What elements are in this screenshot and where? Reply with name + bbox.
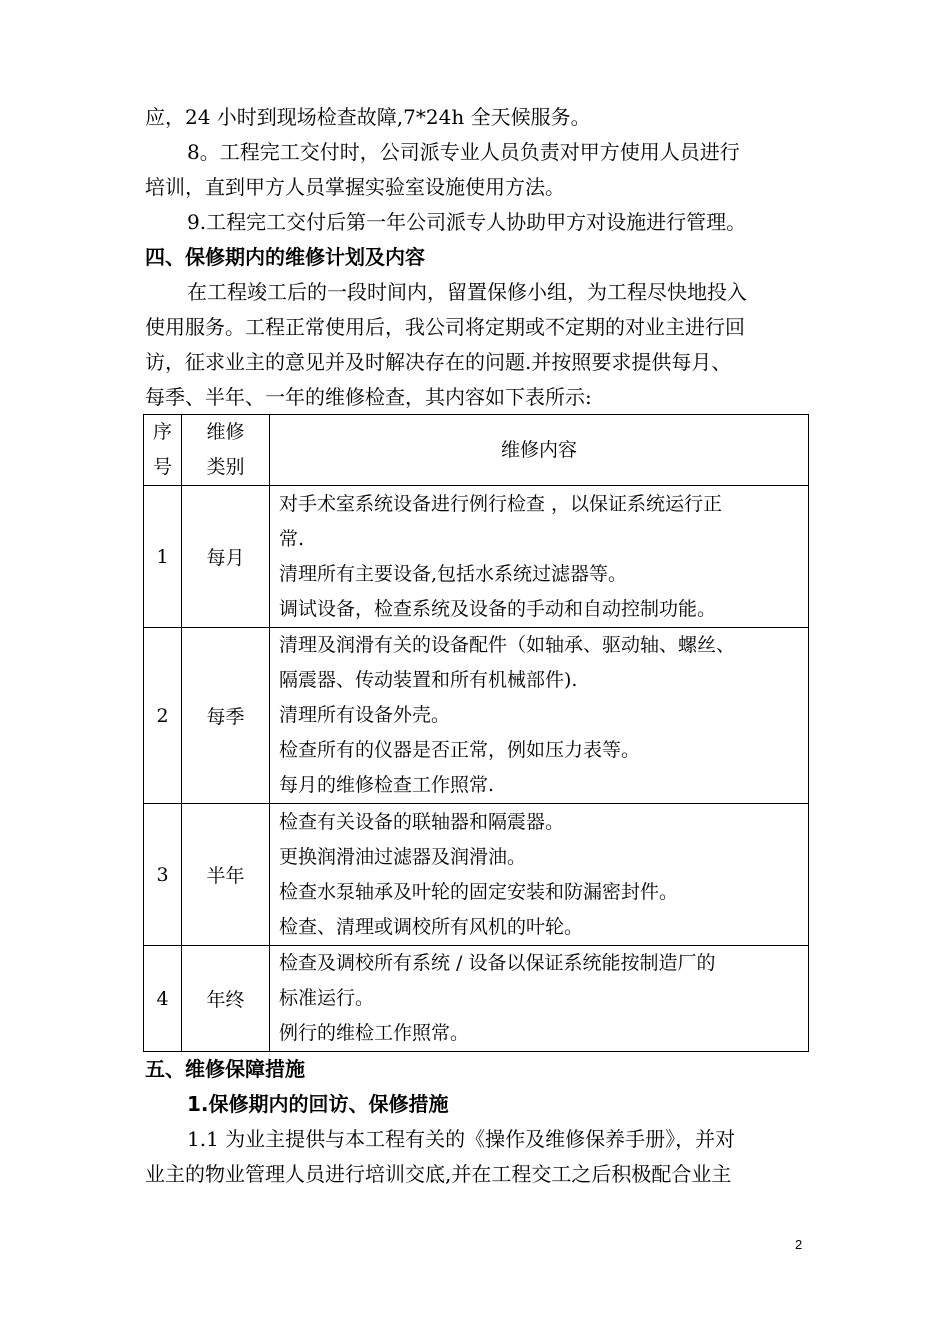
row-content	[270, 946, 809, 1052]
section-4-para-line-3: 访，征求业主的意见并及时解决存在的问题.并按照要求提供每月、	[145, 350, 732, 374]
content-line: 检查及调校所有系统 / 设备以保证系统能按制造厂的	[279, 952, 716, 974]
subsection-1-para-line-2: 业主的物业管理人员进行培训交底,并在工程交工之后积极配合业主	[145, 1162, 732, 1186]
section-5-heading: 五、维修保障措施	[145, 1057, 305, 1081]
content-line: 标准运行。	[279, 987, 375, 1009]
row-type: 半年	[182, 804, 270, 946]
content-line: 对手术室系统设备进行例行检查 ，以保证系统运行正	[279, 492, 723, 515]
row-type: 年终	[182, 946, 270, 1052]
section-4-para-line-4: 每季、半年、一年的维修检查，其内容如下表所示:	[145, 385, 592, 409]
header-content-label: 维修内容	[500, 438, 577, 461]
content-line: 更换润滑油过滤器及润滑油。	[279, 845, 527, 868]
row-num: 4	[144, 946, 182, 1052]
item-8-line-2: 培训，直到甲方人员掌握实验室设施使用方法。	[145, 175, 565, 199]
table-row	[144, 804, 809, 946]
maintenance-table	[143, 414, 809, 1052]
header-num-cell	[144, 415, 182, 486]
content-line: 隔震器、传动装置和所有机械部件).	[279, 669, 578, 691]
row-type: 每季	[182, 628, 270, 804]
section-4-para-line-1: 在工程竣工后的一段时间内，留置保修小组，为工程尽快地投入	[187, 280, 747, 304]
content-line: 检查、清理或调校所有风机的叶轮。	[279, 915, 584, 938]
item-9-line: 9.工程完工交付后第一年公司派专人协助甲方对设施进行管理。	[187, 210, 747, 234]
table-row	[144, 946, 809, 1052]
row-type: 每月	[182, 486, 270, 628]
row-num: 1	[144, 486, 182, 628]
content-line: 检查所有的仪器是否正常，例如压力表等。	[279, 739, 641, 761]
row-content	[270, 804, 809, 946]
subsection-1-heading: 1.保修期内的回访、保修措施	[187, 1092, 449, 1116]
header-content-cell	[270, 415, 809, 486]
content-line: 例行的维检工作照常。	[279, 1022, 470, 1044]
content-line: 每月的维修检查工作照常.	[279, 774, 495, 796]
header-type-line: 维修	[206, 421, 245, 443]
section-4-para-line-2: 使用服务。工程正常使用后，我公司将定期或不定期的对业主进行回	[145, 315, 745, 339]
header-num-line: 号	[152, 456, 172, 478]
header-num-line: 序	[152, 421, 172, 443]
content-line: 检查水泵轴承及叶轮的固定安装和防漏密封件。	[279, 880, 679, 903]
content-line: 清理所有主要设备,包括水系统过滤器等。	[279, 562, 628, 585]
row-content	[270, 628, 809, 804]
page-number: 2	[795, 1237, 803, 1252]
content-line: 常.	[279, 527, 305, 550]
table-row	[144, 486, 809, 628]
row-content	[270, 486, 809, 628]
header-type-cell	[182, 415, 270, 486]
section-4-heading: 四、保修期内的维修计划及内容	[145, 245, 425, 269]
item-8-line-1: 8。工程完工交付时，公司派专业人员负责对甲方使用人员进行	[187, 140, 740, 164]
table-header-row	[144, 415, 809, 486]
content-line: 清理及润滑有关的设备配件（如轴承、驱动轴、螺丝、	[279, 634, 736, 656]
text-line: 应，24 小时到现场检查故障,7*24h 全天候服务。	[145, 105, 591, 129]
table-row	[144, 628, 809, 804]
subsection-1-para-line-1: 1.1 为业主提供与本工程有关的《操作及维修保养手册》，并对	[187, 1127, 736, 1151]
row-num: 3	[144, 804, 182, 946]
content-line: 检查有关设备的联轴器和隔震器。	[279, 810, 565, 833]
row-num: 2	[144, 628, 182, 804]
header-type-line: 类别	[206, 456, 245, 478]
content-line: 清理所有设备外壳。	[279, 704, 451, 726]
content-line: 调试设备，检查系统及设备的手动和自动控制功能。	[279, 597, 717, 620]
